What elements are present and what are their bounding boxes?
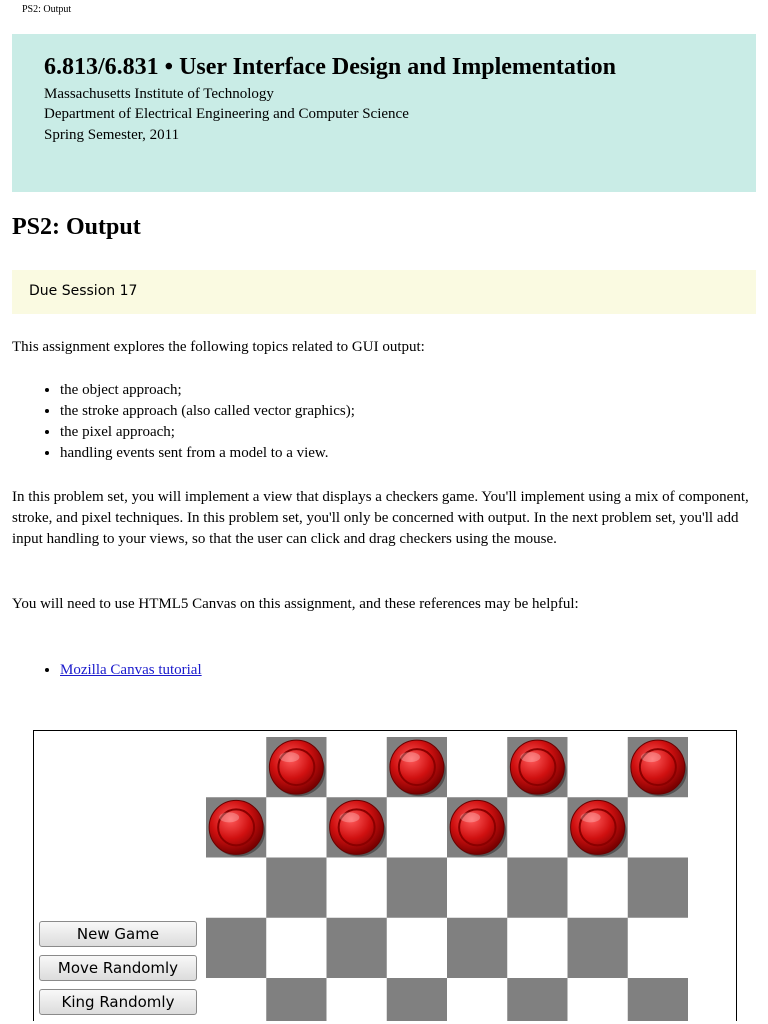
board-square-light[interactable] [447, 978, 508, 1021]
board-square-dark[interactable] [327, 918, 388, 979]
board-square-light[interactable] [507, 918, 568, 979]
board-square-light[interactable] [568, 978, 629, 1021]
course-header [12, 34, 756, 192]
semester: Spring Semester, 2011 [44, 127, 180, 143]
board-square-light[interactable] [387, 797, 448, 858]
board-square-light[interactable] [447, 858, 508, 919]
board-square-dark[interactable] [568, 918, 629, 979]
board-square-dark[interactable] [387, 858, 448, 919]
move-randomly-button[interactable]: Move Randomly [39, 955, 197, 981]
board-square-dark[interactable] [628, 978, 688, 1021]
king-randomly-button[interactable]: King Randomly [39, 989, 197, 1015]
due-text: Due Session 17 [29, 283, 138, 299]
board-square-light[interactable] [206, 858, 267, 919]
board-square-light[interactable] [327, 737, 388, 798]
board-square-dark[interactable] [447, 918, 508, 979]
list-item [60, 660, 202, 681]
board-square-light[interactable] [266, 918, 327, 979]
new-game-button[interactable]: New Game [39, 921, 197, 947]
board-square-dark[interactable] [266, 978, 327, 1021]
intro-paragraph: This assignment explores the following topics related to GUI output: [12, 339, 425, 355]
list-item: • handling events sent from a model to a view. [60, 443, 355, 464]
checkers-board[interactable] [206, 737, 688, 1021]
board-square-light[interactable] [327, 858, 388, 919]
list-item: • the object approach; [60, 380, 355, 401]
problem-set-paragraph: In this problem set, you will implement a view that displays a checkers game. You'll implement using a mix of component, stroke, and pixel techniques. In this problem set, you'll only be concerned with output. In the next problem set, you'll add input handling to your views, so that the user can click and drag checkers using the mouse. [12, 489, 749, 547]
board-square-light[interactable] [206, 978, 267, 1021]
tab-title: PS2: Output [22, 4, 72, 15]
board-square-light[interactable] [628, 918, 688, 979]
due-box [12, 270, 756, 314]
board-square-light[interactable] [568, 858, 629, 919]
board-canvas[interactable] [206, 737, 688, 1021]
topics-list [12, 380, 355, 464]
board-square-dark[interactable] [387, 978, 448, 1021]
course-title: 6.813/6.831 • User Interface Design and Implementation [44, 54, 616, 80]
board-square-light[interactable] [387, 918, 448, 979]
department: Department of Electrical Engineering and Computer Science [44, 106, 409, 122]
board-square-light[interactable] [266, 797, 327, 858]
page-title: PS2: Output [12, 214, 141, 240]
board-square-dark[interactable] [507, 978, 568, 1021]
checkers-demo [33, 730, 737, 1021]
board-square-dark[interactable] [266, 858, 327, 919]
board-square-light[interactable] [568, 737, 629, 798]
board-square-light[interactable] [628, 797, 688, 858]
board-square-dark[interactable] [628, 858, 688, 919]
institution: Massachusetts Institute of Technology [44, 86, 274, 102]
mozilla-canvas-tutorial-link[interactable]: Mozilla Canvas tutorial [60, 662, 202, 678]
board-square-light[interactable] [206, 737, 267, 798]
board-square-light[interactable] [507, 797, 568, 858]
list-item: • the pixel approach; [60, 422, 355, 443]
board-square-dark[interactable] [507, 858, 568, 919]
board-square-light[interactable] [447, 737, 508, 798]
board-square-dark[interactable] [206, 918, 267, 979]
references-list [12, 660, 202, 681]
list-item: • the stroke approach (also called vector graphics); [60, 401, 355, 422]
canvas-paragraph: You will need to use HTML5 Canvas on this assignment, and these references may be helpful: [12, 596, 579, 612]
board-square-light[interactable] [327, 978, 388, 1021]
